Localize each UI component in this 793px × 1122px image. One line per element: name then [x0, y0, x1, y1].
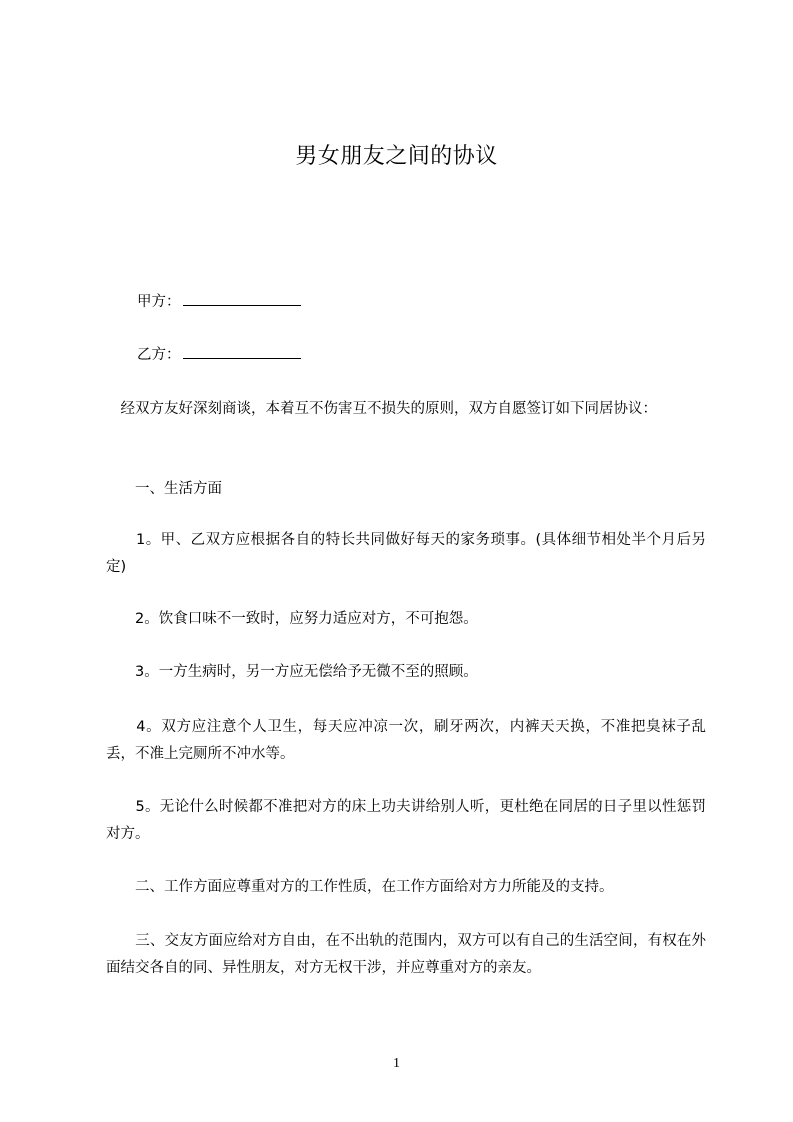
party-a-label: 甲方：: [137, 294, 181, 310]
party-a-line: [137, 291, 301, 312]
item-3: 3。一方生病时，另一方应无偿给予无微不至的照顾。: [106, 664, 478, 680]
section1-heading: 一、生活方面: [106, 481, 222, 497]
party-b-line: [137, 344, 301, 365]
intro-paragraph: 经双方友好深刻商谈，本着互不伤害互不损失的原则，双方自愿签订如下同居协议：: [106, 401, 657, 417]
document-title: 男女朋友之间的协议: [295, 144, 498, 169]
item-5: 5。无论什么时候都不准把对方的床上功夫讲给别人听，更杜绝在同居的日子里以性惩罚对方。: [106, 799, 706, 842]
party-a-blank: [183, 291, 301, 306]
section2-paragraph: 二、工作方面应尊重对方的工作性质，在工作方面给对方力所能及的支持。: [106, 879, 614, 895]
item-2: 2。饮食口味不一致时，应努力适应对方，不可抱怨。: [106, 611, 478, 627]
party-b-label: 乙方：: [137, 347, 181, 363]
item-4: 4。双方应注意个人卫生，每天应冲凉一次，刷牙两次，内裤天天换，不准把臭袜子乱丢，不准上完厕所不冲水等。: [106, 719, 706, 762]
section3-paragraph: 三、交友方面应给对方自由，在不出轨的范围内，双方可以有自己的生活空间，有权在外面结交各自的同、异性朋友，对方无权干涉，并应尊重对方的亲友。: [106, 933, 706, 976]
party-b-blank: [183, 344, 301, 359]
item-1: 1。甲、乙双方应根据各自的特长共同做好每天的家务琐事。(具体细节相处半个月后另定): [106, 532, 706, 575]
page-number: 1: [393, 1056, 400, 1071]
